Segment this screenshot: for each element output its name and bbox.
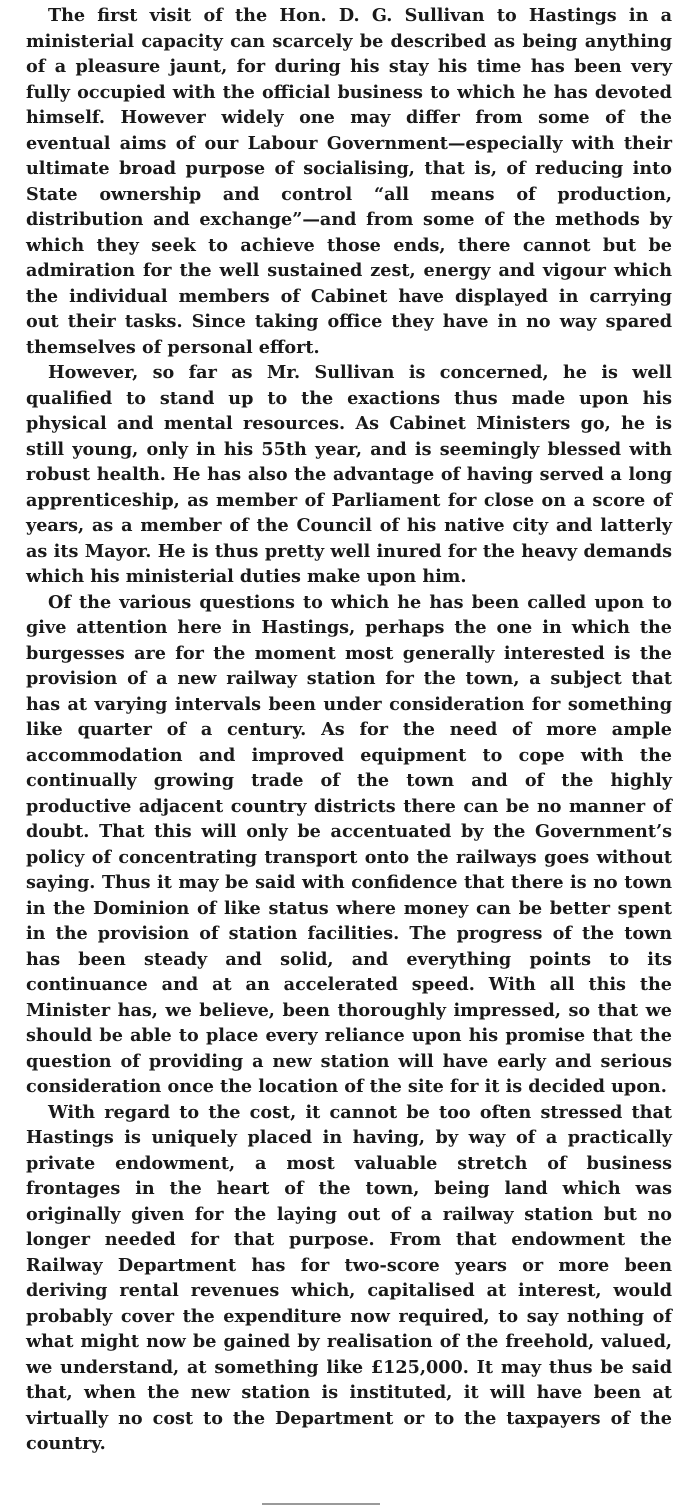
paragraph-1: The first visit of the Hon. D. G. Sullivan to Hastings in a ministerial capacity can scarcely be described as being anything of a pleasure jaunt, for during his stay his time has been very fully occupied with the official business to which he has devoted himself. However widely one may differ from some of the eventual aims of our Labour Government—especially with their ultimate broad purpose of socialising, that is, of reducing into State ownership and control “all means of production, distribution and exchange”—and from some of the methods by which they seek to achieve those ends, there cannot but be admiration for the well sustained zest, energy and vigour which the individual members of Cabinet have displayed in carrying out their tasks. Since taking office they have in no way spared themselves of personal effort. xyxy=(26,5,672,358)
paragraph-3: Of the various questions to which he has been called upon to give attention here in Hastings, perhaps the one in which the burgesses are for the moment most generally interested is the provision of a new railway station for the town, a subject that has at varying intervals been under consideration for something like quarter of a century. As for the need of more ample accommodation and improved equipment to cope with the continually growing trade of the town and of the highly productive adjacent country districts there can be no manner of doubt. That this will only be accentuated by the Government’s policy of concentrating transport onto the railways goes without saying. Thus it may be said with confidence that there is no town in the Dominion of like status where money can be better spent in the provision of station facilities. The progress of the town has been steady and solid, and everything points to its continuance and at an accelerated speed. With all this the Minister has, we believe, been thoroughly impressed, so that we should be able to place every reliance upon his promise that the question of providing a new station will have early and serious consideration once the location of the site for it is decided upon. xyxy=(26,591,672,1097)
paragraph-4: With regard to the cost, it cannot be too often stressed that Hastings is uniquely placed in having, by way of a practically private endowment, a most valuable stretch of business frontages in the heart of the town, being land which was originally given for the laying out of a railway station but no longer needed for that purpose. From that endowment the Railway Department has for two-score years or more been deriving rental revenues which, capitalised at interest, would probably cover the expenditure now required, to say nothing of what might now be gained by realisation of the freehold, valued, we understand, at something like £125,000. It may thus be said that, when the new station is instituted, it will have been at virtually no cost to the Department or to the taxpayers of the country. xyxy=(26,1101,672,1454)
article-column xyxy=(26,3,672,1457)
end-rule-divider xyxy=(262,1503,380,1505)
paragraph-2: However, so far as Mr. Sullivan is concerned, he is well qualified to stand up to the exactions thus made upon his physical and mental resources. As Cabinet Ministers go, he is still young, only in his 55th year, and is seemingly blessed with robust health. He has also the advantage of having served a long apprenticeship, as member of Parliament for close on a score of years, as a member of the Council of his native city and latterly as its Mayor. He is thus pretty well inured for the heavy demands which his ministerial duties make upon him. xyxy=(26,362,672,587)
